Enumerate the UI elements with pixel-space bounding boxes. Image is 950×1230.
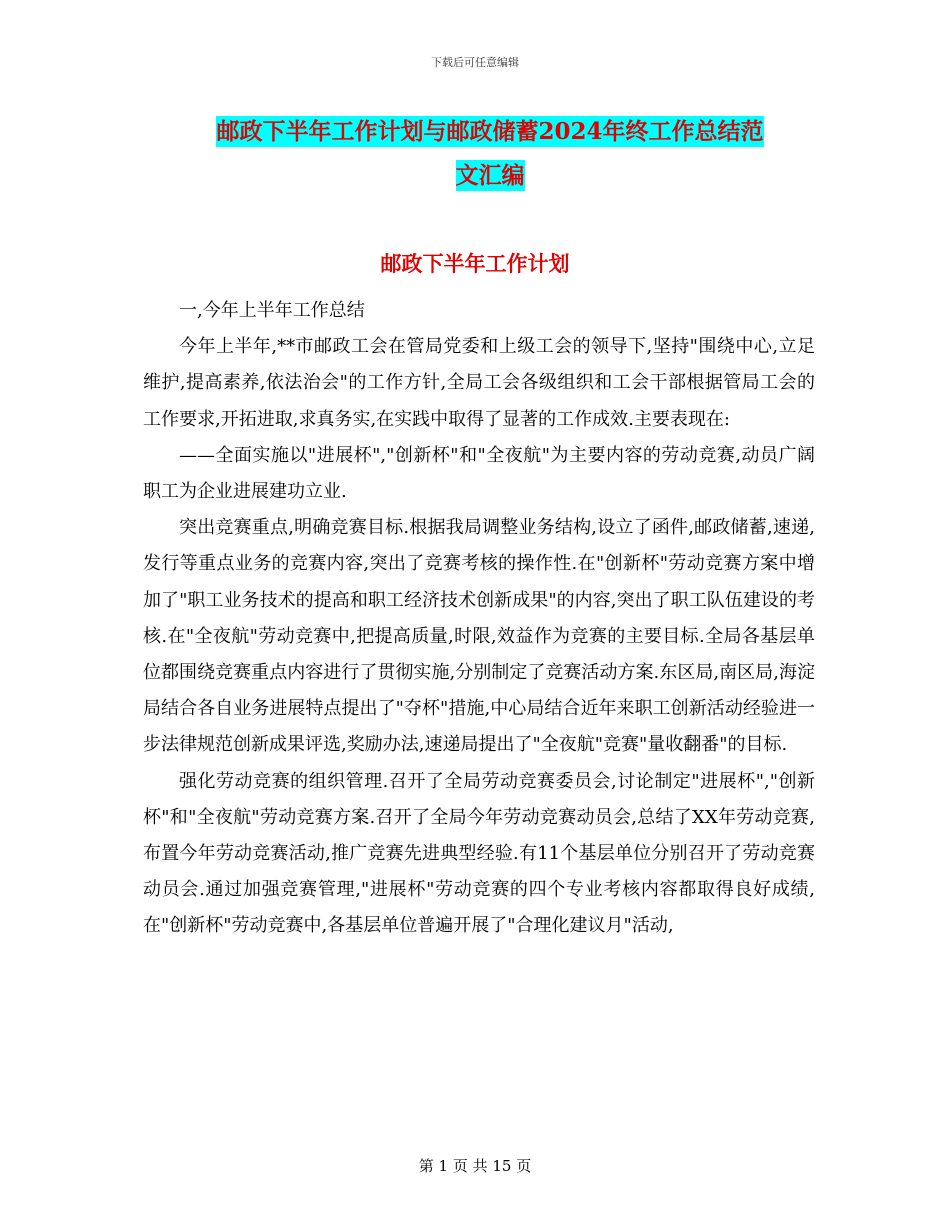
header-note: 下载后可任意编辑 [431,56,519,69]
document-body [143,293,815,945]
paragraph: 强化劳动竞赛的组织管理.召开了全局劳动竞赛委员会,讨论制定"进展杯","创新杯"和"全夜航"劳动竞赛方案.召开了全局今年劳动竞赛动员会,总结了XX年劳动竞赛,布置今年劳动竞赛活动,推广竞赛先进典型经验.有11个基层单位分别召开了劳动竞赛动员会.通过加强竞赛管理,"进展杯"劳动竞赛的四个专业考核内容都取得良好成绩,在"创新杯"劳动竞赛中,各基层单位普遍开展了"合理化建议月"活动, [143,770,815,937]
paragraph-heading: 一,今年上半年工作总结 [179,300,365,321]
document-title-line-1: 邮政下半年工作计划与邮政储蓄2024年终工作总结范 [216,118,764,145]
paragraph: 突出竞赛重点,明确竞赛目标.根据我局调整业务结构,设立了函件,邮政储蓄,速递,发行等重点业务的竞赛内容,突出了竞赛考核的操作性.在"创新杯"劳动竞赛方案中增加了"职工业务技术的提高和职工经济技术创新成果"的内容,突出了职工队伍建设的考核.在"全夜航"劳动竞赛中,把提高质量,时限,效益作为竞赛的主要目标.全局各基层单位都围绕竞赛重点内容进行了贯彻实施,分别制定了竞赛活动方案.东区局,南区局,海淀局结合各自业务进展特点提出了"夺杯"措施,中心局结合近年来职工创新活动经验进一步法律规范创新成果评选,奖励办法,速递局提出了"全夜航"竞赛"量收翻番"的目标. [143,517,815,756]
paragraph: 今年上半年,**市邮政工会在管局党委和上级工会的领导下,坚持"围绕中心,立足维护,提高素养,依法治会"的工作方针,全局工会各级组织和工会干部根据管局工会的工作要求,开拓进取,求真务实,在实践中取得了显著的工作成效.主要表现在: [143,336,815,430]
document-title [140,110,840,198]
page-number: 第 1 页 共 15 页 [418,1157,532,1175]
document-title-line-2: 文汇编 [455,162,525,189]
section-title: 邮政下半年工作计划 [380,251,570,276]
paragraph: ——全面实施以"进展杯","创新杯"和"全夜航"为主要内容的劳动竞赛,动员广阔职工为企业进展建功立业. [143,444,815,503]
